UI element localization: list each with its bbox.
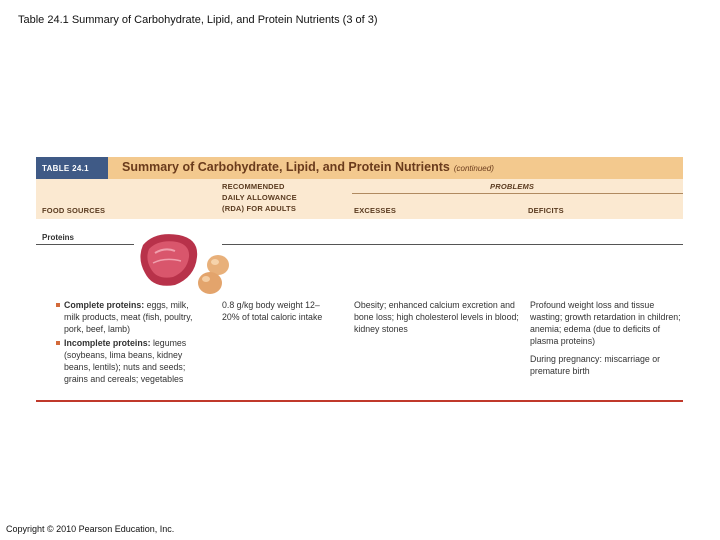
list-item <box>56 299 206 335</box>
bullet-icon <box>56 303 60 307</box>
meat-and-eggs-illustration <box>135 227 235 297</box>
row-rule-right <box>222 244 683 245</box>
column-header-rda <box>222 181 297 214</box>
column-header-food-sources: FOOD SOURCES <box>42 206 106 215</box>
food-item-text: eggs, milk, milk products, meat (fish, poultry, pork, beef, lamb) <box>64 300 193 334</box>
row-label-proteins: Proteins <box>42 233 75 242</box>
deficit-paragraph: During pregnancy: miscarriage or premature birth <box>530 354 661 376</box>
rda-line-1: RECOMMENDED <box>222 182 285 191</box>
rda-line-2: DAILY ALLOWANCE <box>222 193 297 202</box>
food-item-lead: Incomplete proteins: <box>64 338 151 348</box>
row-rule-left <box>36 244 134 245</box>
excesses-cell: Obesity; enhanced calcium excretion and bone loss; high cholesterol levels in blood; kidney stones <box>354 300 519 334</box>
deficits-cell <box>530 299 682 383</box>
table-title-text: Summary of Carbohydrate, Lipid, and Protein Nutrients <box>122 160 450 174</box>
column-header-deficits: DEFICITS <box>528 206 564 215</box>
rda-line-3: (RDA) FOR ADULTS <box>222 204 297 213</box>
table-label: TABLE 24.1 <box>36 157 108 179</box>
food-item-lead: Complete proteins: <box>64 300 145 310</box>
list-item <box>56 337 206 385</box>
nutrient-table <box>36 157 683 403</box>
copyright-notice: Copyright © 2010 Pearson Education, Inc. <box>6 524 175 534</box>
food-sources-cell <box>56 299 206 387</box>
table-title-continued: (continued) <box>453 164 494 173</box>
rda-cell: 0.8 g/kg body weight 12–20% of total caloric intake <box>222 300 323 322</box>
problems-rule <box>352 193 683 194</box>
slide-title: Table 24.1 Summary of Carbohydrate, Lipid, and Protein Nutrients (3 of 3) <box>18 14 378 26</box>
food-item-text: legumes (soybeans, lima beans, kidney beans, lentils); nuts and seeds; grains and cereals; vegetables <box>64 338 187 384</box>
table-header-band <box>36 157 683 179</box>
column-header-problems: PROBLEMS <box>490 182 535 191</box>
deficit-paragraph: Profound weight loss and tissue wasting; growth retardation in children; anemia; edema (due to deficits of plasma proteins) <box>530 300 681 346</box>
table-title <box>122 160 494 174</box>
table-bottom-rule <box>36 400 683 402</box>
column-header-excesses: EXCESSES <box>354 206 397 215</box>
bullet-icon <box>56 341 60 345</box>
